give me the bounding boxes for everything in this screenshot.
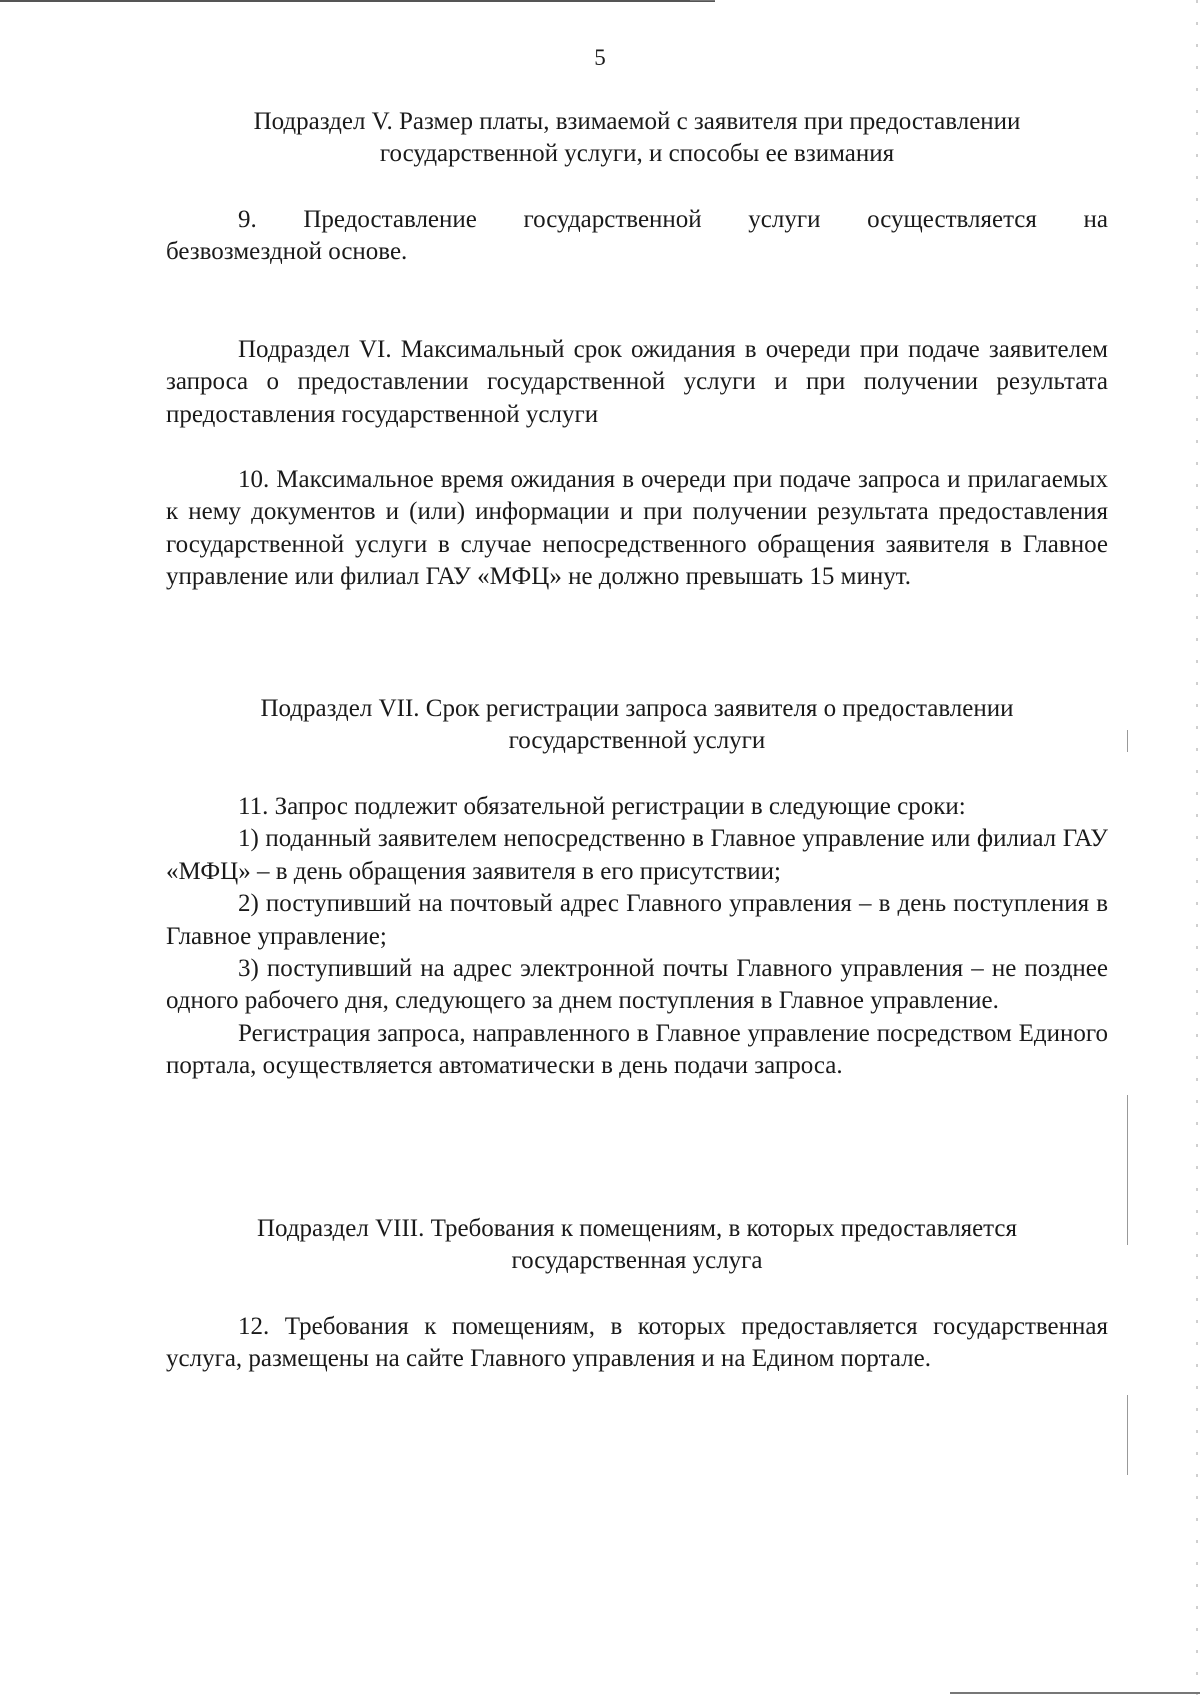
scan-artifact-bottom-line: [950, 1692, 1200, 1694]
paragraph-9-line: безвозмездной основе.: [166, 238, 408, 266]
section-vii-heading-line: Подраздел VII. Срок регистрации запроса заявителя о предоставлении: [260, 695, 1014, 722]
list-item-2: 2) поступивший на почтовый адрес Главного управления – в день поступления в Главное управление;: [166, 890, 1108, 950]
page-number: 5: [594, 45, 606, 70]
section-v-heading-line: государственной услуги, и способы ее взимания: [379, 140, 895, 168]
paragraph-12: 12. Требования к помещениям, в которых предоставляется государственная услуга, размещены на сайте Главного управления и на Едином портале.: [166, 1313, 1108, 1373]
scan-artifact-right-mark: [1127, 1395, 1128, 1475]
scan-artifact-right-mark: [1127, 730, 1128, 752]
registration-paragraph: Регистрация запроса, направленного в Главное управление посредством Единого портала, осуществляется автоматически в день подачи запроса.: [166, 1019, 1108, 1080]
section-v-heading: [166, 106, 1108, 171]
scan-artifact-top-line-right: [690, 0, 715, 1]
section-viii-heading-line: Подраздел VIII. Требования к помещениям, в которых предоставляется: [256, 1215, 1018, 1242]
section-vii-heading: [166, 693, 1108, 758]
paragraph-11-block: [166, 791, 1108, 1083]
paragraph-11: 11. Запрос подлежит обязательной регистрации в следующие сроки:: [238, 793, 966, 820]
section-viii-heading-line: государственная услуга: [511, 1247, 763, 1275]
list-item-3: 3) поступивший на адрес электронной почты Главного управления – не позднее одного рабочего дня, следующего за днем поступления в Главное управление.: [166, 955, 1108, 1015]
section-v-heading-line: Подраздел V. Размер платы, взимаемой с заявителя при предоставлении: [253, 108, 1021, 135]
scan-artifact-right-mark: [1127, 1095, 1128, 1245]
paragraph-10: 10. Максимальное время ожидания в очереди при подаче запроса и прилагаемых к нему документов и (или) информации и при получении результата предоставления государственной услуги в случае непосредственного обращения заявителя в Главное управление или филиал ГАУ «МФЦ» не должно превышать 15 минут.: [166, 466, 1108, 591]
section-vii-heading-line: государственной услуги: [508, 727, 766, 755]
section-vi-heading: Подраздел VI. Максимальный срок ожидания в очереди при подаче заявителем запроса о предоставлении государственной услуги и при получении результата предоставления государственной услуги: [166, 336, 1108, 428]
paragraph-9: [166, 204, 1108, 269]
scan-artifact-right-edge: [1196, 0, 1198, 1695]
paragraph-9-line: 9. Предоставление государственной услуги осуществляется на: [238, 206, 1108, 233]
scan-artifact-top-line: [0, 0, 715, 2]
list-item-1: 1) поданный заявителем непосредственно в Главное управление или филиал ГАУ «МФЦ» – в день обращения заявителя в его присутствии;: [166, 825, 1108, 885]
section-viii-heading: [166, 1213, 1108, 1278]
